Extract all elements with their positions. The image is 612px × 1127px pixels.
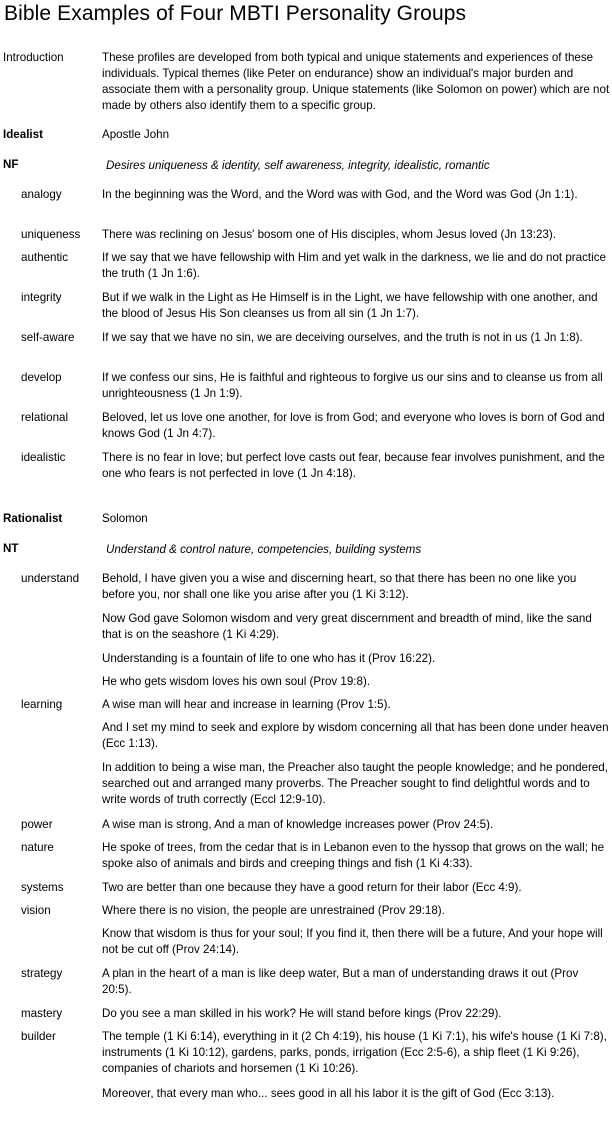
entry-text: In addition to being a wise man, the Preacher also taught the people knowledge; and he pondered, searched out and arranged many proverbs. The Preacher sought to find delightful words and to write words of truth correctly (Eccl 12:9-10).	[102, 761, 608, 806]
entry-text: But if we walk in the Light as He Himself is in the Light, we have fellowship with one another, and the blood of Jesus His Son cleanses us from all sin (1 Jn 1:7).	[102, 291, 598, 320]
entry-text: Know that wisdom is thus for your soul; If you find it, then there will be a future, And your hope will not be cut off (Prov 24:14).	[102, 927, 603, 956]
entry-text: Understanding is a fountain of life to one who has it (Prov 16:22).	[102, 652, 436, 665]
entry-text: A wise man is strong, And a man of knowledge increases power (Prov 24:5).	[102, 818, 494, 831]
idealist-person: Apostle John	[102, 128, 170, 141]
entry-text: Two are better than one because they have a good return for their labor (Ecc 4:9).	[102, 881, 522, 894]
entry-text: He spoke of trees, from the cedar that is in Lebanon even to the hyssop that grows on the wall; he spoke also of animals and birds and creeping things and fish (1 Ki 4:33).	[102, 841, 605, 870]
entry-label: understand	[21, 572, 80, 585]
entry-text: Do you see a man skilled in his work? He will stand before kings (Prov 22:29).	[102, 1007, 502, 1020]
page-title: Bible Examples of Four MBTI Personality Groups	[4, 2, 467, 25]
entry-text: Moreover, that every man who... sees good in all his labor it is the gift of God (Ecc 3:13).	[102, 1087, 555, 1100]
entry-label: power	[21, 818, 53, 831]
entry-text: Behold, I have given you a wise and discerning heart, so that there has been no one like you before you, nor shall one like you arise after you (1 Ki 3:12).	[102, 572, 577, 601]
entry-text: A wise man will hear and increase in learning (Prov 1:5).	[102, 698, 391, 711]
entry-text: And I set my mind to seek and explore by wisdom concerning all that has been done under heaven (Ecc 1:13).	[102, 721, 609, 750]
entry-label: learning	[21, 698, 63, 711]
entry-label: builder	[21, 1030, 56, 1043]
entry-label: analogy	[21, 188, 62, 201]
entry-text: If we say that we have fellowship with Him and yet walk in the darkness, we lie and do not practice the truth (1 Jn 1:6).	[102, 251, 606, 280]
entry-text: A plan in the heart of a man is like deep water, But a man of understanding draws it out (Prov 20:5).	[102, 967, 579, 996]
entry-text: Beloved, let us love one another, for love is from God; and everyone who loves is born of God and knows God (1 Jn 4:7).	[102, 411, 605, 440]
entry-label: nature	[21, 841, 54, 854]
entry-label: systems	[21, 881, 64, 894]
rationalist-description: Understand & control nature, competencies, building systems	[106, 543, 422, 556]
entry-label: self-aware	[21, 331, 75, 344]
introduction-label: Introduction	[3, 51, 64, 64]
entry-label: authentic	[21, 251, 69, 264]
entry-text: There was reclining on Jesus' bosom one of His disciples, whom Jesus loved (Jn 13:23).	[102, 228, 556, 241]
entry-label: idealistic	[21, 451, 66, 464]
entry-label: vision	[21, 904, 51, 917]
entry-label: mastery	[21, 1007, 63, 1020]
entry-text: In the beginning was the Word, and the Word was with God, and the Word was God (Jn 1:1).	[102, 188, 578, 201]
entry-text: If we say that we have no sin, we are deceiving ourselves, and the truth is not in us (1 Jn 1:8).	[102, 331, 583, 344]
entry-label: relational	[21, 411, 69, 424]
entry-text: The temple (1 Ki 6:14), everything in it (2 Ch 4:19), his house (1 Ki 7:1), his wife's house (1 Ki 7:8), instruments (1 Ki 10:12), gardens, parks, ponds, irrigation (Ecc 2:5-6), a ship fleet (1 Ki 9:26), companies of chariots and horsemen (1 Ki 10:26).	[102, 1030, 607, 1075]
entry-label: uniqueness	[21, 228, 81, 241]
entry-text: Where there is no vision, the people are unrestrained (Prov 29:18).	[102, 904, 445, 917]
entry-text: There is no fear in love; but perfect love casts out fear, because fear involves punishment, and the one who fears is not perfected in love (1 Jn 4:18).	[102, 451, 605, 480]
entry-text: Now God gave Solomon wisdom and very great discernment and breadth of mind, like the sand that is on the seashore (1 Ki 4:29).	[102, 612, 592, 641]
rationalist-group-label: Rationalist	[3, 512, 63, 525]
entry-label: strategy	[21, 967, 63, 980]
entry-text: If we confess our sins, He is faithful and righteous to forgive us our sins and to cleanse us from all unrighteousness (1 Jn 1:9).	[102, 371, 603, 400]
rationalist-code: NT	[3, 542, 19, 555]
introduction-text: These profiles are developed from both typical and unique statements and experiences of these individuals. Typical themes (like Peter on endurance) show an individual's major burden and associate them with a personality group. Unique statements (like Solomon on power) which are not made by others also identify them to a specific group.	[102, 51, 610, 112]
idealist-group-label: Idealist	[3, 128, 43, 141]
idealist-code: NF	[3, 158, 19, 171]
entry-label: integrity	[21, 291, 62, 304]
entry-label: develop	[21, 371, 62, 384]
rationalist-person: Solomon	[102, 512, 148, 525]
entry-text: He who gets wisdom loves his own soul (Prov 19:8).	[102, 675, 371, 688]
idealist-description: Desires uniqueness & identity, self awareness, integrity, idealistic, romantic	[106, 159, 490, 172]
